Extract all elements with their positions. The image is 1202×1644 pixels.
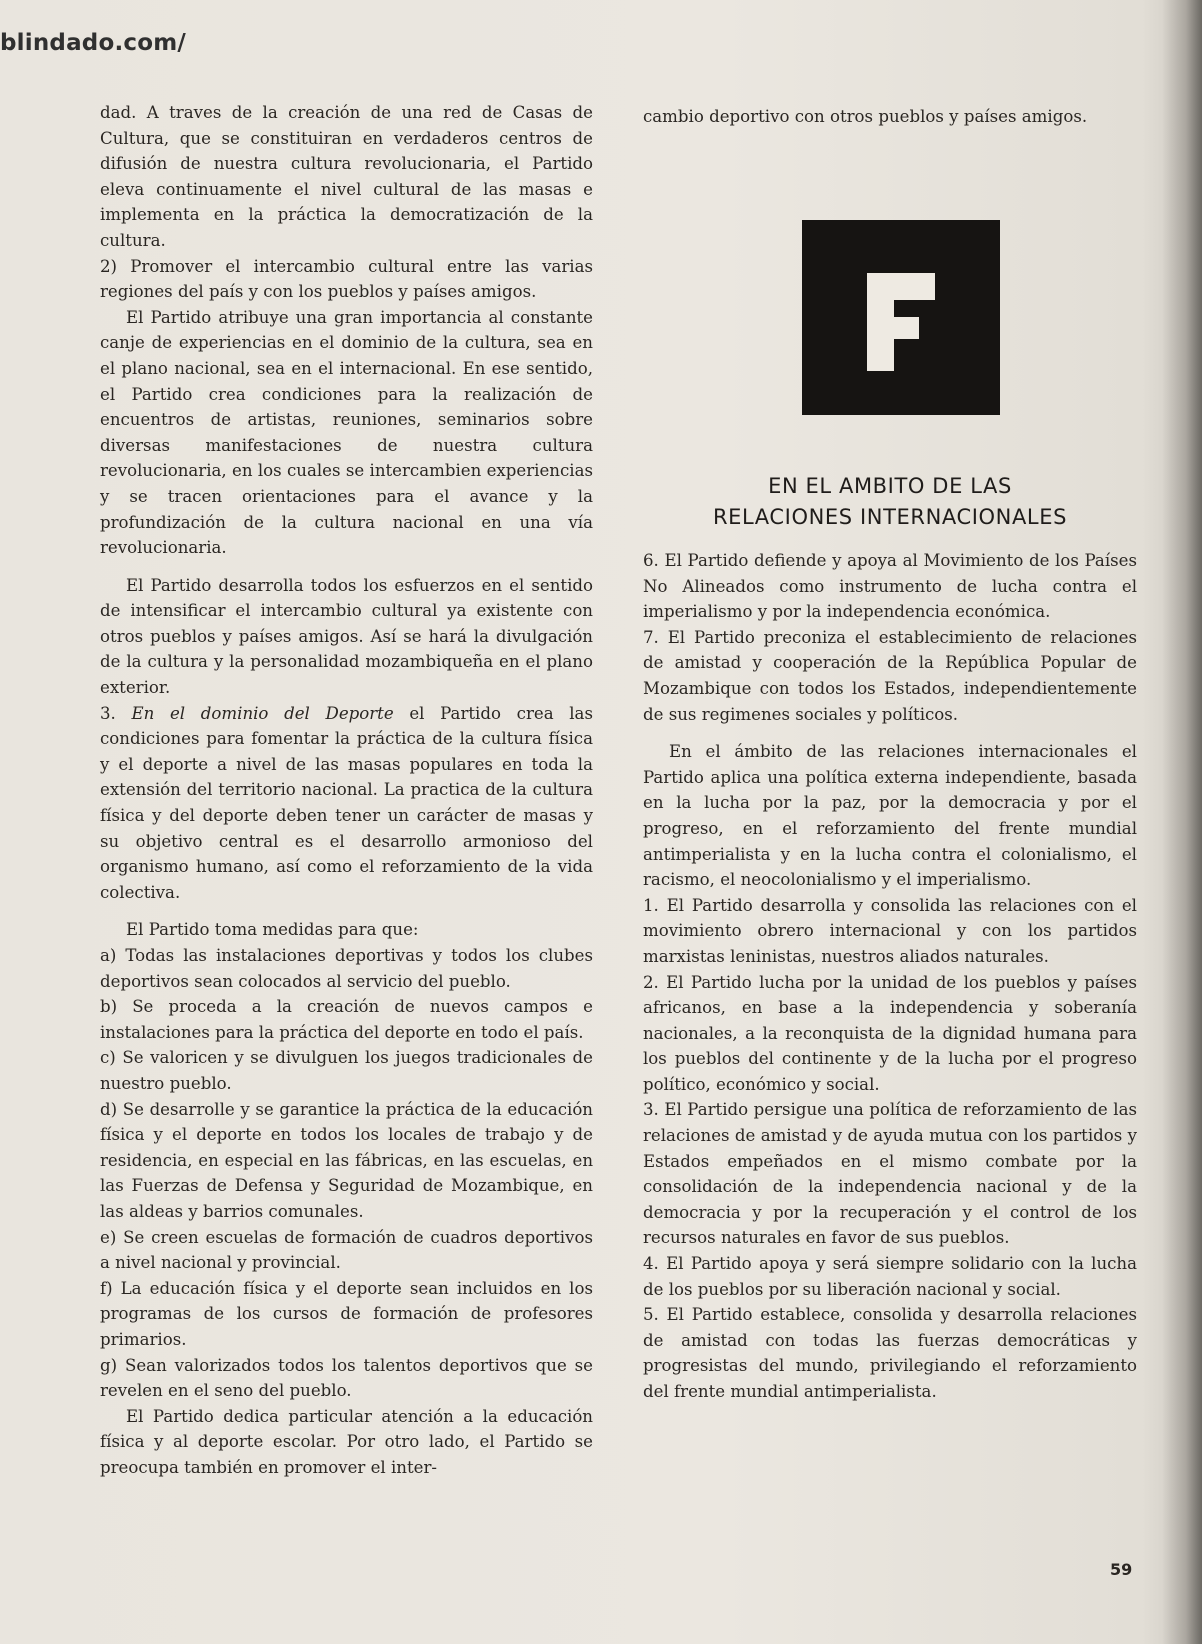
paragraph: 6. El Partido defiende y apoya al Movimiento de los Países No Alineados como instrumento de lucha contra el imperialismo y por la independencia económica. (643, 551, 1137, 622)
letter-f-icon (867, 273, 935, 371)
paragraph-continuation: cambio deportivo con otros pueblos y países amigos. (643, 107, 1088, 126)
paragraph: El Partido dedica particular atención a la educación física y al deporte escolar. Por otro lado, el Partido se preocupa también en promover el inter- (100, 1406, 593, 1477)
paragraph-deporte (100, 701, 593, 906)
list-item: a) Todas las instalaciones deportivas y todos los clubes deportivos sean colocados al servicio del pueblo. (100, 946, 593, 991)
list-item: f) La educación física y el deporte sean incluidos en los programas de los cursos de formación de profesores primarios. (100, 1278, 593, 1349)
paragraph: 1. El Partido desarrolla y consolida las relaciones con el movimiento obrero internacional y con los partidos marxistas leninistas, nuestros aliados naturales. (643, 895, 1137, 966)
section-heading (643, 471, 1137, 533)
section-logo (802, 220, 1000, 415)
page-number: 59 (1110, 1560, 1133, 1579)
paragraph: 3. El Partido persigue una política de reforzamiento de las relaciones de amistad y de ayuda mutua con los partidos y Estados empeñados en el mismo combate por la consolidación de la independencia nacional y de la democracia y por la recuperación y el control de los recursos naturales en favor de sus pueblos. (643, 1100, 1137, 1248)
page-edge-shadow (1162, 0, 1202, 1644)
italic-heading: En el dominio del Deporte (131, 703, 394, 723)
heading-line: RELACIONES INTERNACIONALES (712, 505, 1068, 529)
list-item: c) Se valoricen y se divulguen los juegos tradicionales de nuestro pueblo. (100, 1048, 593, 1093)
paragraph: El Partido toma medidas para que: (126, 920, 419, 940)
heading-line: EN EL AMBITO DE LAS (768, 474, 1012, 498)
paragraph: El Partido atribuye una gran importancia al constante canje de experiencias en el dominio de la cultura, sea en el plano nacional, sea en el internacional. En ese sentido, el Partido crea condiciones para la realización de encuentros de artistas, reuniones, seminarios sobre diversas manifestaciones de nuestra cultura revolucionaria, en los cuales se intercambien experiencias y se tracen orientaciones para el avance y la profundización de la cultura nacional en una vía revolucionaria. (100, 307, 593, 558)
paragraph: 2. El Partido lucha por la unidad de los pueblos y países africanos, en base a la independencia y soberanía nacionales, a la reconquista de la dignidad humana para los pueblos del continente y de la lucha por el progreso político, económico y social. (643, 972, 1137, 1094)
paragraph: 7. El Partido preconiza el establecimiento de relaciones de amistad y cooperación de la República Popular de Mozambique con todos los Estados, independientemente de sus regimenes sociales y políticos. (643, 627, 1137, 724)
paragraph: 5. El Partido establece, consolida y desarrolla relaciones de amistad con todas las fuerzas democráticas y progresistas del mundo, privilegiando el reforzamiento del frente mundial antimperialista. (643, 1305, 1137, 1401)
right-column-top (643, 104, 1137, 130)
paragraph-text: el Partido crea las condiciones para fomentar la práctica de la cultura física y el deporte a nivel de las masas populares en toda la extensión del territorio nacional. La practica de la cultura física y del deporte deben tener un carácter de masas y su objetivo central es el desarrollo armonioso del organismo humano, así como el reforzamiento de la vida colectiva. (100, 703, 593, 902)
list-item: b) Se proceda a la creación de nuevos campos e instalaciones para la práctica del deporte en todo el país. (100, 997, 593, 1042)
item-number: 3. (100, 703, 116, 723)
list-item: e) Se creen escuelas de formación de cuadros deportivos a nivel nacional y provincial. (100, 1227, 593, 1273)
right-column-body (643, 548, 1137, 1405)
list-item: d) Se desarrolle y se garantice la práctica de la educación física y el deporte en todos los locales de trabajo y de residencia, en especial en las fábricas, en las escuelas, en las Fuerzas de Defensa y Seguridad de Mozambique, en las aldeas y barrios comunales. (100, 1099, 593, 1221)
list-item: g) Sean valorizados todos los talentos deportivos que se revelen en el seno del pueblo. (100, 1355, 593, 1401)
paragraph: En el ámbito de las relaciones internacionales el Partido aplica una política externa independiente, basada en la lucha por la paz, por la democracia y por el progreso, en el reforzamiento del frente mundial antimperialista y en la lucha contra el colonialismo, el racismo, el neocolonialismo y el imperialismo. (643, 742, 1137, 890)
left-column (100, 100, 593, 1480)
paragraph: 4. El Partido apoya y será siempre solidario con la lucha de los pueblos por su liberación nacional y social. (643, 1254, 1137, 1299)
paragraph: dad. A traves de la creación de una red de Casas de Cultura, que se constituiran en verdaderos centros de difusión de nuestra cultura revolucionaria, el Partido eleva continuamente el nivel cultural de las masas e implementa en la práctica la democratización de la cultura. (100, 103, 593, 250)
watermark-text: blindado.com/ (0, 30, 186, 56)
paragraph: El Partido desarrolla todos los esfuerzos en el sentido de intensificar el intercambio cultural ya existente con otros pueblos y países amigos. Así se hará la divulgación de la cultura y la personalidad mozambiqueña en el plano exterior. (100, 575, 593, 698)
paragraph: 2) Promover el intercambio cultural entre las varias regiones del país y con los pueblos y países amigos. (100, 256, 593, 302)
